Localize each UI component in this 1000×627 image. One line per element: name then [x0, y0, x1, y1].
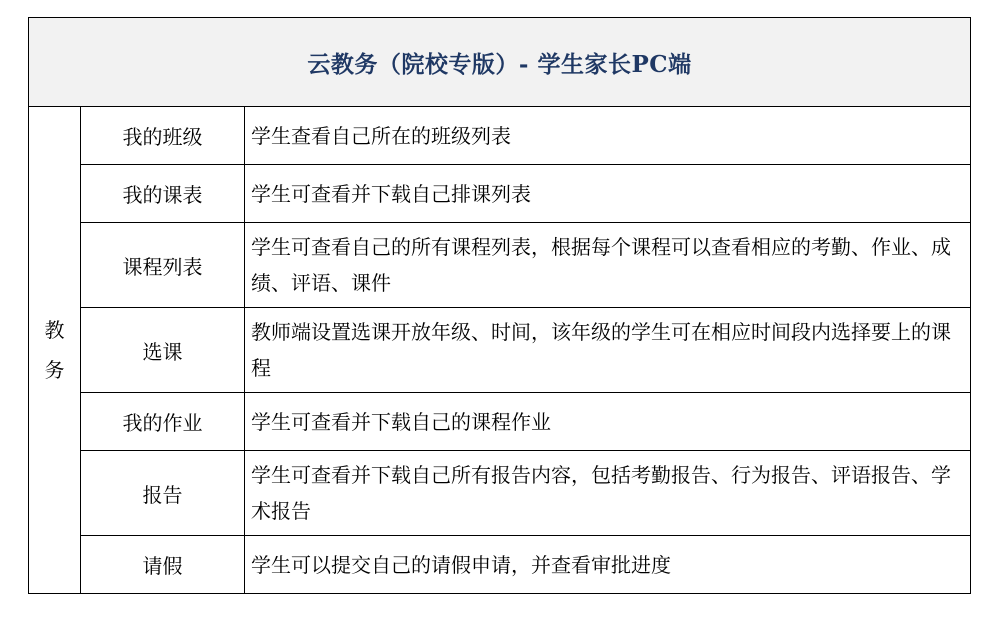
feature-description: 学生可查看并下载自己所有报告内容，包括考勤报告、行为报告、评语报告、学术报告	[245, 451, 971, 536]
feature-table	[28, 17, 971, 594]
feature-description: 学生可以提交自己的请假申请，并查看审批进度	[245, 536, 971, 594]
table-row	[29, 451, 971, 536]
table-row	[29, 165, 971, 223]
feature-description: 学生可查看自己的所有课程列表，根据每个课程可以查看相应的考勤、作业、成绩、评语、课件	[245, 223, 971, 308]
category-char: 教	[44, 318, 65, 342]
table-title: 云教务（院校专版）- 学生家长PC端	[29, 18, 971, 107]
table-row	[29, 223, 971, 308]
feature-name: 课程列表	[81, 223, 245, 308]
feature-description: 教师端设置选课开放年级、时间，该年级的学生可在相应时间段内选择要上的课程	[245, 308, 971, 393]
title-row	[29, 18, 971, 107]
feature-name: 我的课表	[81, 165, 245, 223]
category-cell	[29, 107, 81, 594]
feature-description: 学生可查看并下载自己排课列表	[245, 165, 971, 223]
feature-name: 选课	[81, 308, 245, 393]
feature-name: 我的作业	[81, 393, 245, 451]
table-row	[29, 107, 971, 165]
feature-name: 请假	[81, 536, 245, 594]
feature-name: 报告	[81, 451, 245, 536]
table-row	[29, 308, 971, 393]
feature-description: 学生可查看并下载自己的课程作业	[245, 393, 971, 451]
category-char: 务	[44, 358, 65, 382]
feature-name: 我的班级	[81, 107, 245, 165]
feature-description: 学生查看自己所在的班级列表	[245, 107, 971, 165]
table-row	[29, 536, 971, 594]
table-row	[29, 393, 971, 451]
